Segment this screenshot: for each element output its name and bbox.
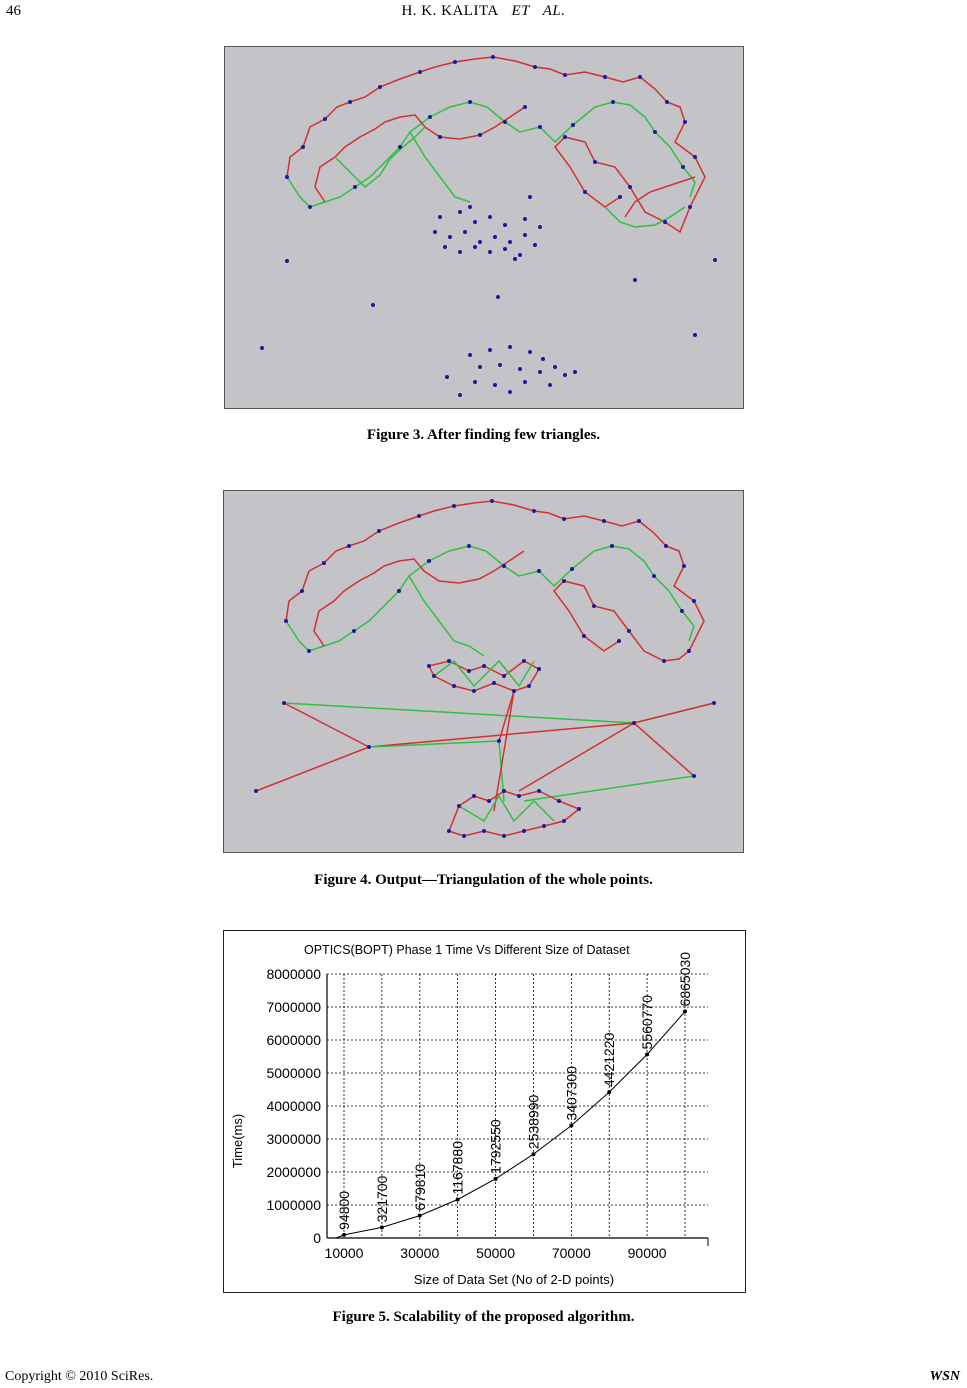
y-tick-label: 8000000: [266, 966, 321, 982]
running-head: [0, 3, 967, 20]
data-point: [607, 1090, 611, 1094]
y-axis-label: Time(ms): [230, 1113, 245, 1169]
x-tick-label: 90000: [627, 1245, 667, 1261]
y-tick-label: 5000000: [266, 1065, 321, 1081]
y-tick-label: 3000000: [266, 1131, 321, 1147]
x-tick-label: 70000: [551, 1245, 591, 1261]
data-point: [418, 1214, 422, 1218]
running-head-author: H. K. KALITA: [401, 3, 499, 19]
data-label: 1792550: [487, 1119, 504, 1174]
data-point: [645, 1052, 649, 1056]
figure-3-image: [224, 46, 744, 409]
figure-4-caption: Figure 4. Output—Triangulation of the whole points.: [314, 872, 653, 888]
data-label: 679810: [411, 1163, 428, 1211]
figure-4-image: [223, 490, 744, 853]
figure-5-caption: Figure 5. Scalability of the proposed algorithm.: [332, 1309, 635, 1325]
y-tick-label: 0: [313, 1230, 321, 1246]
page-number: 46: [6, 3, 21, 19]
x-tick-label: 30000: [400, 1245, 440, 1261]
data-label: 94800: [336, 1190, 352, 1230]
data-point: [342, 1233, 346, 1237]
figure-5-chart: [223, 930, 746, 1293]
data-label: 1167880: [449, 1140, 466, 1195]
y-tick-label: 1000000: [266, 1197, 321, 1213]
data-label: 4421220: [601, 1032, 618, 1088]
data-point: [380, 1225, 384, 1229]
data-label: 321700: [373, 1175, 390, 1223]
data-point: [494, 1177, 498, 1181]
data-point: [683, 1009, 687, 1013]
y-tick-label: 7000000: [266, 999, 321, 1015]
data-label: 2538990: [525, 1094, 542, 1150]
footer-journal: WSN: [929, 1369, 960, 1384]
data-point: [456, 1197, 460, 1201]
y-tick-label: 6000000: [266, 1032, 321, 1048]
figure-3-triangulation-graphic: [225, 47, 743, 408]
y-tick-label: 4000000: [266, 1098, 321, 1114]
figure-4-triangulation-graphic: [224, 491, 743, 852]
data-label: 5560770: [639, 994, 656, 1050]
x-tick-label: 50000: [476, 1245, 516, 1261]
x-tick-label: 10000: [324, 1245, 364, 1261]
x-axis-label: Size of Data Set (No of 2-D points): [413, 1272, 615, 1287]
data-label: 6865030: [677, 951, 693, 1007]
chart-title: OPTICS(BOPT) Phase 1 Time Vs Different Size of Dataset: [304, 943, 630, 957]
footer-copyright: Copyright © 2010 SciRes.: [5, 1369, 154, 1384]
figure-3-caption: Figure 3. After finding few triangles.: [366, 427, 601, 443]
running-head-al: AL.: [542, 3, 566, 19]
figure-5-chart-svg: [224, 931, 745, 1292]
running-head-et: ET: [511, 3, 531, 19]
data-point: [531, 1152, 535, 1156]
data-label: 3407300: [563, 1066, 580, 1121]
y-tick-label: 2000000: [266, 1164, 321, 1180]
data-point: [569, 1124, 573, 1128]
